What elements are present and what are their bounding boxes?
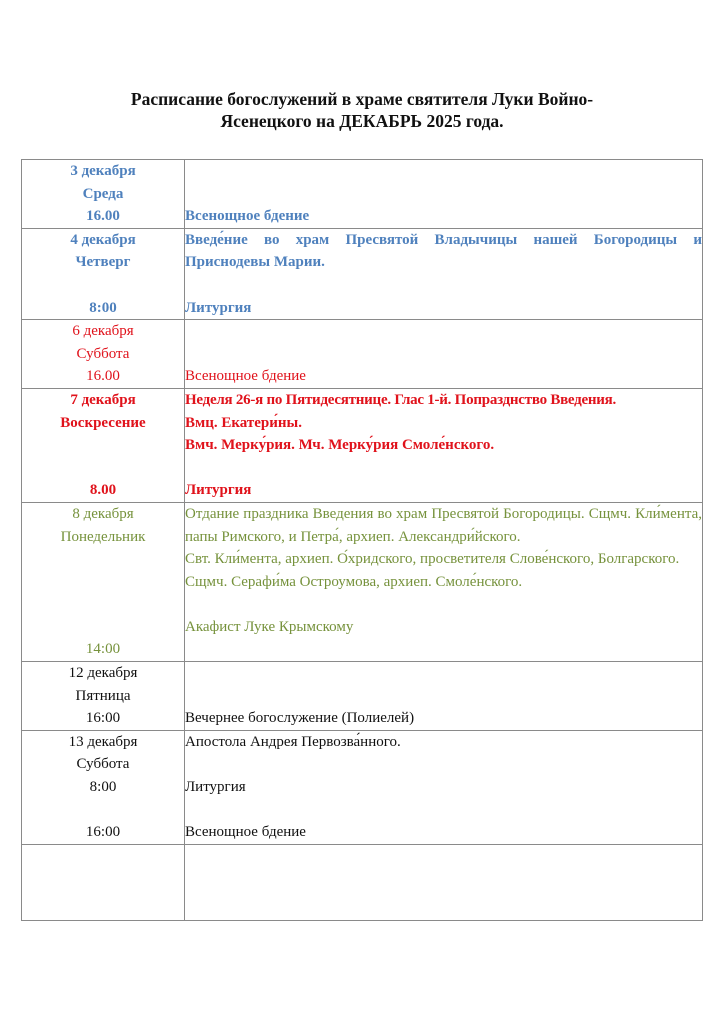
title-line-1: Расписание богослужений в храме святителя Луки Войно- [130, 89, 594, 109]
time: 14:00 [85, 641, 121, 658]
date-cell [22, 320, 185, 389]
date-cell [22, 228, 185, 319]
schedule-row [22, 502, 703, 661]
saint-commemoration: Свт. Кли́мента, архиеп. О́хридского, просветителя Слове́нского, Болгарского. [185, 551, 680, 568]
service-name: Всенощное бдение [185, 208, 310, 225]
weekday: Суббота [76, 345, 130, 362]
service-name: Всенощное бдение [185, 824, 306, 841]
date: 6 декабря [72, 323, 134, 340]
weekday: Понедельник [60, 528, 146, 545]
time: 16:00 [85, 710, 121, 727]
date: 8 декабря [72, 505, 134, 522]
weekday: Четверг [75, 254, 131, 271]
service-cell [185, 320, 703, 389]
service-name: Литургия [185, 779, 246, 796]
saint-commemoration: Вмц. Екатери́ны. [185, 414, 303, 431]
weekday: Пятница [75, 687, 131, 704]
service-name: Акафист Луке Крымскому [185, 618, 354, 635]
service-cell [185, 730, 703, 844]
schedule-table [21, 159, 703, 921]
date: 4 декабря [70, 231, 136, 248]
date-cell [22, 160, 185, 229]
schedule-row [22, 730, 703, 844]
schedule-row [22, 228, 703, 319]
time: 16:00 [85, 824, 121, 841]
schedule-row [22, 160, 703, 229]
service-cell [185, 388, 703, 502]
feast-description: Введе́ние во храм Пресвятой Владычицы нашей Богородицы и Приснодевы Марии. [185, 231, 702, 271]
document-title [0, 88, 724, 132]
saint-commemoration: Апостола Андрея Первозва́нного. [185, 733, 401, 750]
empty-service-cell [185, 844, 703, 920]
feast-description: Неделя 26-я по Пятидесятнице. Глас 1-й. Попразднство Введения. [185, 391, 617, 408]
time: 16.00 [86, 368, 120, 385]
service-cell [185, 228, 703, 319]
time: 8:00 [89, 299, 117, 316]
title-line-2: Ясенецкого на ДЕКАБРЬ 2025 года. [220, 111, 504, 131]
date: 7 декабря [70, 391, 136, 408]
schedule-row [22, 388, 703, 502]
date-cell [22, 502, 185, 661]
time: 8.00 [89, 482, 117, 499]
date: 3 декабря [70, 163, 136, 179]
schedule-row [22, 662, 703, 731]
service-name: Всенощное бдение [185, 368, 306, 385]
schedule-row [22, 320, 703, 389]
date: 13 декабря [68, 733, 138, 750]
feast-description: Отдание праздника Введения во храм Пресвятой Богородицы. Сщмч. Кли́мента, папы Римского, и Петра́, архиеп. Александри́йского. [185, 505, 702, 545]
service-name: Литургия [185, 299, 252, 316]
date-cell [22, 730, 185, 844]
service-cell [185, 502, 703, 661]
time: 8:00 [89, 779, 117, 796]
date-cell [22, 662, 185, 731]
empty-row [22, 844, 703, 920]
saint-commemoration: Сщмч. Серафи́ма Остроумова, архиеп. Смоле́нского. [185, 573, 523, 590]
service-cell [185, 160, 703, 229]
date: 12 декабря [68, 665, 138, 682]
saint-commemoration: Вмч. Мерку́рия. Мч. Мерку́рия Смоле́нского. [185, 437, 495, 454]
weekday: Воскресение [60, 414, 146, 431]
weekday: Суббота [76, 756, 130, 773]
date-cell [22, 388, 185, 502]
service-name: Литургия [185, 482, 252, 499]
empty-date-cell [22, 844, 185, 920]
weekday: Среда [82, 185, 124, 202]
time: 16.00 [86, 208, 120, 225]
service-cell [185, 662, 703, 731]
service-name: Вечернее богослужение (Полиелей) [185, 710, 415, 727]
